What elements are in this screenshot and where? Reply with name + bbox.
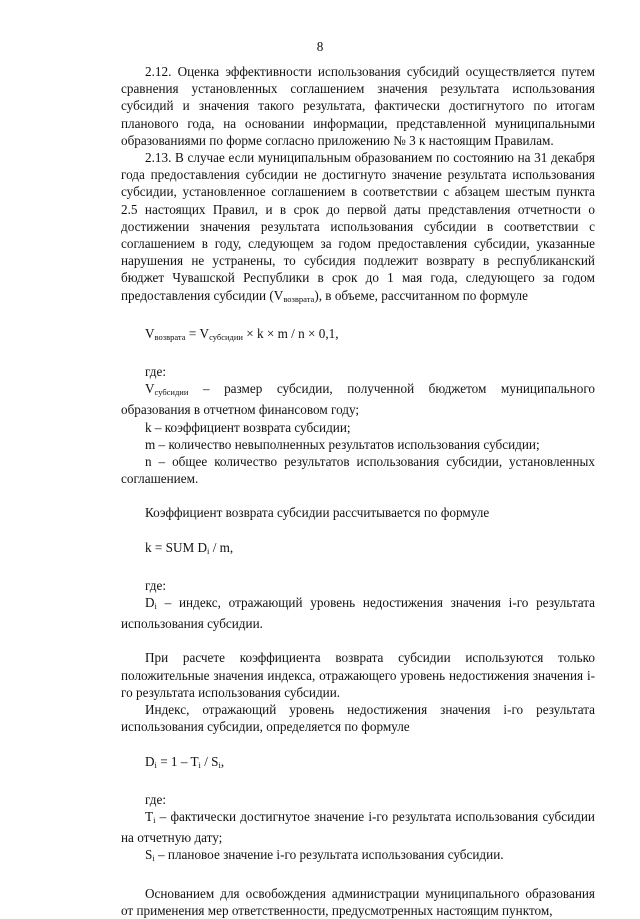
coefficient-intro: Коэффициент возврата субсидии рассчитывается по формуле xyxy=(145,505,490,521)
definition-n: n – общее количество результатов использования субсидии, установленных соглашением. xyxy=(121,454,595,487)
page-number: 8 xyxy=(316,39,324,54)
where-label-2: где: xyxy=(145,577,166,593)
definition-di: $D_i$ – индекс, отражающий уровень недостижения значения i-го результата использования субсидии. xyxy=(121,595,595,632)
paragraph-positive-values: При расчете коэффициента возврата субсидии используются только положительные значения индекса, отражающего уровень недостижения значения i-го результата использования субсидии. xyxy=(121,650,595,700)
formula-return-amount: $V_{возврата} = V_{субсидии} \times k \times m / n \times 0,1$, xyxy=(145,325,339,342)
definition-m: m – количество невыполненных результатов использования субсидии; xyxy=(145,436,540,452)
definition-ti: $T_i$ – фактически достигнутое значение i-го результата использования субсидии на отчетную дату; xyxy=(121,808,595,846)
paragraph-2-12: 2.12. Оценка эффективности использования субсидий осуществляется путем сравнения установленных соглашением значения результата использования субсидий и значения такого результата, фактически достигнутого по итогам планового года, на основании информации, представленной муниципальными образованиями по форме согласно приложению № 3 к настоящим Правилам. xyxy=(121,64,595,148)
where-label-3: где: xyxy=(145,791,166,807)
paragraph-index: Индекс, отражающий уровень недостижения значения i-го результата использования субсидии, определяется по формуле xyxy=(121,702,595,735)
formula-coefficient: k = SUM $D_i$ / m, xyxy=(145,539,234,556)
page-content xyxy=(121,63,595,919)
definition-si: $S_i$ – плановое значение i-го результата использования субсидии. xyxy=(145,847,504,864)
definition-v-subsidy: $V_{субсидии}$ – размер субсидии, полученной бюджетом муниципального образования в отчетном финансовом году; xyxy=(121,381,595,418)
where-label-1: где: xyxy=(145,364,166,380)
paragraph-basis: Основанием для освобождения администрации муниципального образования от применения мер ответственности, предусмотренных настоящим пунктом, xyxy=(121,885,595,918)
paragraph-2-13: 2.13. В случае если муниципальным образованием по состоянию на 31 декабря года предоставления субсидии не достигнуто значение результата использования субсидии, установленное соглашением в соответствии с абзацем шестым пункта 2.5 настоящих Правил, и в срок до первой даты представления отчетности о достижении значения результата использования субсидии в соответствии с соглашением в году, следующем за годом предоставления субсидии, указанные нарушения не устранены, то субсидия подлежит возврату в республиканский бюджет Чувашской Республики в срок до 1 мая года, следующего за годом предоставления субсидии $(V_{возврата})$, в объеме, рассчитанном по формуле xyxy=(121,150,595,304)
definition-k: k – коэффициент возврата субсидии; xyxy=(145,419,351,435)
formula-index: $D_i = 1 - T_i / S_i$, xyxy=(145,753,225,770)
